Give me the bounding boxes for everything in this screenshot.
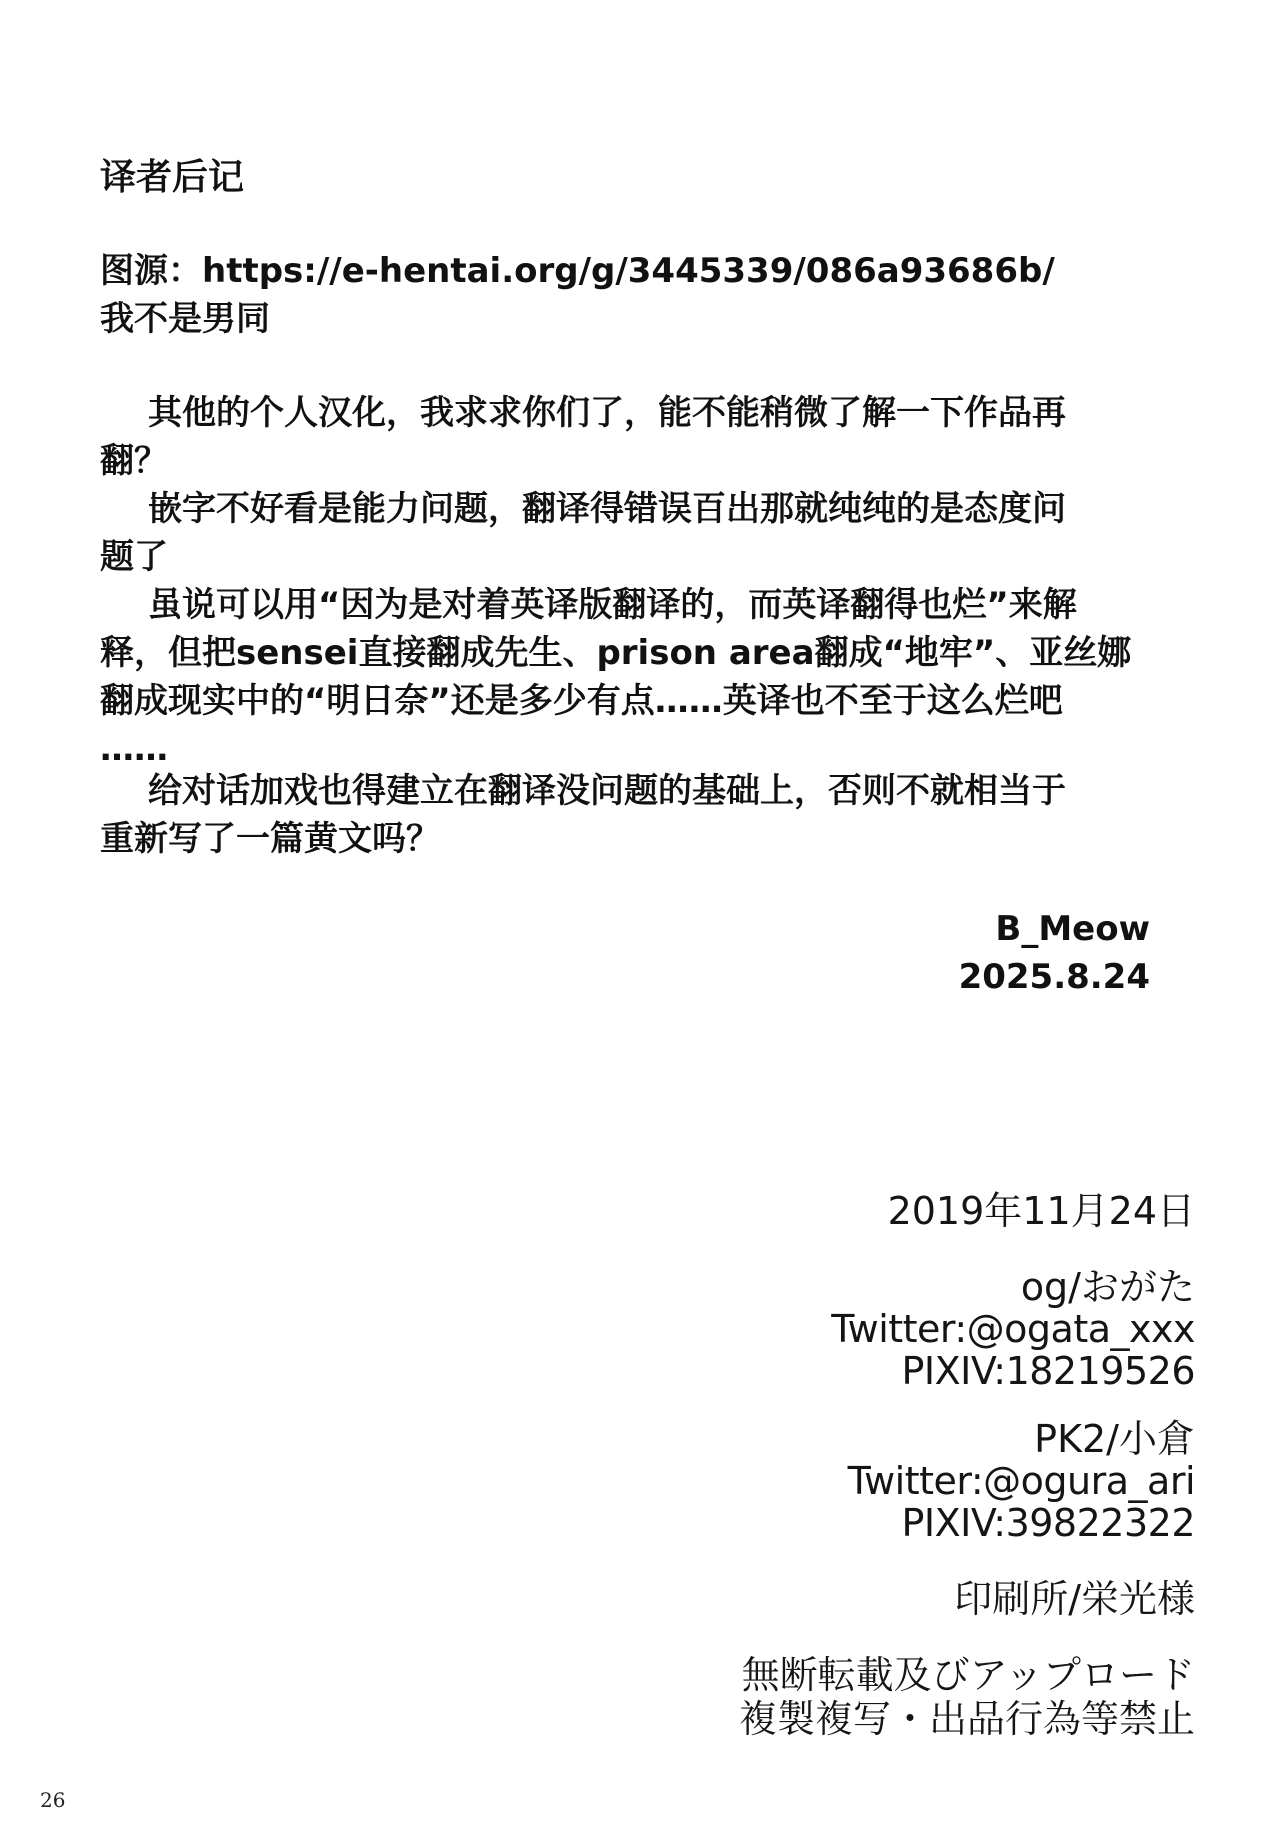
- paragraph-line: 其他的个人汉化，我求求你们了，能不能稍微了解一下作品再: [148, 393, 1066, 433]
- paragraph-line: ……: [100, 729, 168, 769]
- paragraph-line: 虽说可以用“因为是对着英译版翻译的，而英译翻得也烂”来解: [148, 585, 1077, 625]
- translation-date: 2025.8.24: [958, 957, 1150, 997]
- author2-twitter: Twitter:@ogura_ari: [847, 1459, 1195, 1503]
- author1-twitter: Twitter:@ogata_xxx: [831, 1307, 1195, 1351]
- paragraph-line: 嵌字不好看是能力问题，翻译得错误百出那就纯纯的是态度问: [148, 489, 1066, 529]
- paragraph-line: 题了: [100, 537, 168, 577]
- author1-name: og/おがた: [1020, 1265, 1195, 1309]
- publication-date: 2019年11月24日: [887, 1189, 1195, 1233]
- translator-signature: B_Meow: [995, 909, 1150, 949]
- source-line: 图源：https://e-hentai.org/g/3445339/086a93686b/: [100, 251, 1055, 291]
- paragraph-line: 给对话加戏也得建立在翻译没问题的基础上，否则不就相当于: [148, 771, 1066, 811]
- printer-credit: 印刷所/栄光様: [954, 1577, 1195, 1621]
- author1-pixiv: PIXIV:18219526: [901, 1349, 1195, 1393]
- paragraph-line: 翻？: [100, 441, 168, 481]
- copyright-notice-line: 無断転載及びアップロード: [741, 1653, 1195, 1697]
- paragraph-line: 重新写了一篇黄文吗？: [100, 819, 440, 859]
- author2-pixiv: PIXIV:39822322: [901, 1501, 1195, 1545]
- paragraph-line: 释，但把sensei直接翻成先生、prison area翻成“地牢”、亚丝娜: [100, 633, 1132, 673]
- copyright-notice-line: 複製複写・出品行為等禁止: [738, 1697, 1195, 1741]
- afterword-title: 译者后记: [100, 157, 245, 198]
- page-number: 26: [40, 1788, 66, 1812]
- author2-name: PK2/小倉: [1034, 1417, 1195, 1461]
- paragraph-line: 翻成现实中的“明日奈”还是多少有点……英译也不至于这么烂吧: [100, 681, 1063, 721]
- disclaimer-line: 我不是男同: [100, 299, 270, 339]
